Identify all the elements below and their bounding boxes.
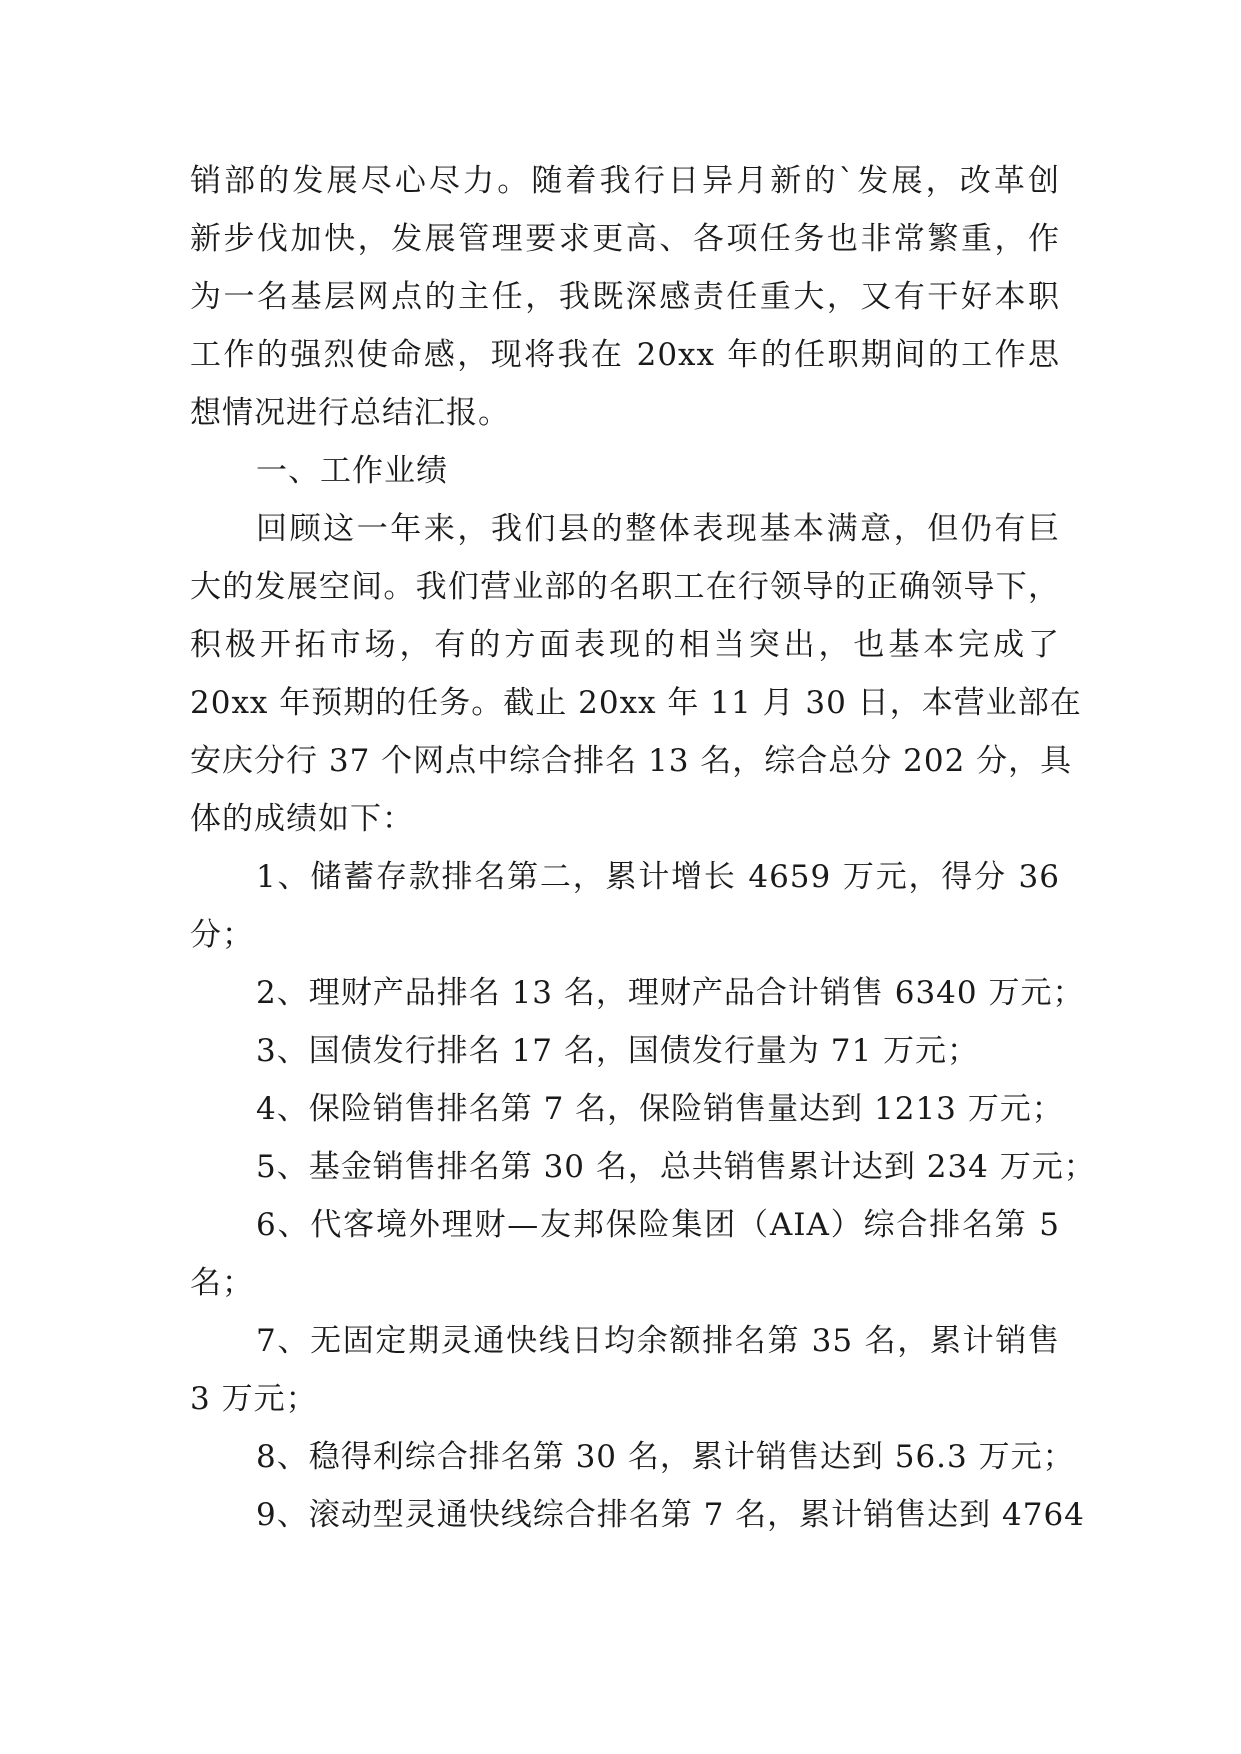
list-item: 5、基金销售排名第 30 名，总共销售累计达到 234 万元； (256, 1149, 1096, 1185)
section-heading: 一、工作业绩 (256, 453, 448, 489)
list-item: 3、国债发行排名 17 名，国债发行量为 71 万元； (256, 1033, 980, 1069)
text-line: 想情况进行总结汇报。 (190, 395, 510, 431)
list-item: 8、稳得利综合排名第 30 名，累计销售达到 56.3 万元； (256, 1439, 1075, 1475)
text-line: 名； (190, 1265, 254, 1301)
list-item: 9、滚动型灵通快线综合排名第 7 名，累计销售达到 4764 (256, 1497, 1085, 1533)
list-item: 7、无固定期灵通快线日均余额排名第 35 名，累计销售 (256, 1323, 1060, 1359)
text-line: 回顾这一年来，我们县的整体表现基本满意，但仍有巨 (256, 511, 1060, 547)
text-line: 安庆分行 37 个网点中综合排名 13 名，综合总分 202 分，具 (190, 743, 1073, 779)
list-item: 1、储蓄存款排名第二，累计增长 4659 万元，得分 36 (256, 859, 1060, 895)
text-line: 20xx 年预期的任务。截止 20xx 年 11 月 30 日，本营业部在 (190, 685, 1082, 721)
text-line: 为一名基层网点的主任，我既深感责任重大，又有干好本职 (190, 279, 1060, 315)
text-line: 分； (190, 917, 254, 953)
text-line: 体的成绩如下： (190, 801, 414, 837)
text-line: 大的发展空间。我们营业部的名职工在行领导的正确领导下， (190, 569, 1060, 605)
text-line: 3 万元； (190, 1381, 318, 1417)
text-line: 工作的强烈使命感，现将我在 20xx 年的任职期间的工作思 (190, 337, 1060, 373)
document-body (190, 152, 1096, 1544)
list-item: 6、代客境外理财—友邦保险集团（AIA）综合排名第 5 (256, 1207, 1060, 1243)
text-line: 销部的发展尽心尽力。随着我行日异月新的`发展，改革创 (190, 163, 1060, 199)
list-item: 4、保险销售排名第 7 名，保险销售量达到 1213 万元； (256, 1091, 1064, 1127)
text-line: 积极开拓市场，有的方面表现的相当突出，也基本完成了 (190, 627, 1060, 663)
list-item: 2、理财产品排名 13 名，理财产品合计销售 6340 万元； (256, 975, 1085, 1011)
text-line: 新步伐加快，发展管理要求更高、各项任务也非常繁重，作 (190, 221, 1060, 257)
